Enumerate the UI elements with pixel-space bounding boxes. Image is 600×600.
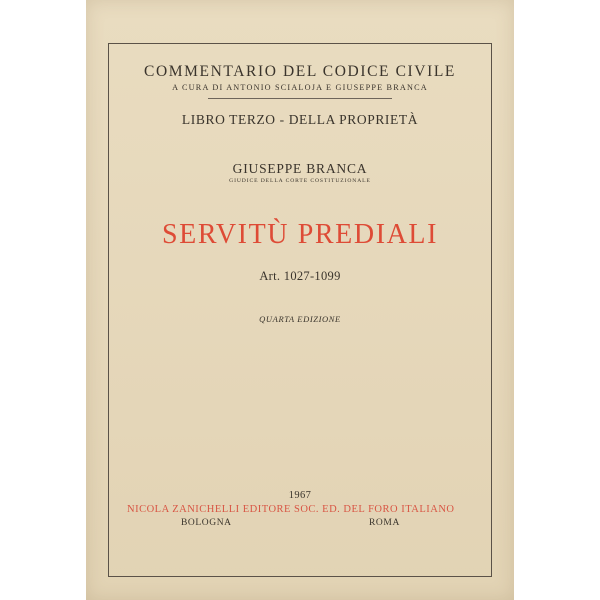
author-name: GIUSEPPE BRANCA <box>232 161 368 176</box>
publisher-right: SOC. ED. DEL FORO ITALIANO <box>294 504 455 515</box>
article-range: Art. 1027-1099 <box>259 269 341 283</box>
series-editors: A CURA DI ANTONIO SCIALOJA E GIUSEPPE BRANCA <box>172 83 428 92</box>
city-left: BOLOGNA <box>181 518 232 528</box>
book-title: SERVITÙ PREDIALI <box>161 219 439 250</box>
city-right: ROMA <box>369 518 400 528</box>
series-title: COMMENTARIO DEL CODICE CIVILE <box>144 63 456 80</box>
author-role: GIUDICE DELLA CORTE COSTITUZIONALE <box>229 178 371 184</box>
divider-rule <box>208 98 392 99</box>
publication-year: 1967 <box>288 490 312 501</box>
title-page <box>86 0 514 600</box>
publisher-left: NICOLA ZANICHELLI EDITORE <box>127 504 291 515</box>
edition-label: QUARTA EDIZIONE <box>259 314 341 324</box>
volume-title: LIBRO TERZO - DELLA PROPRIETÀ <box>181 112 419 127</box>
